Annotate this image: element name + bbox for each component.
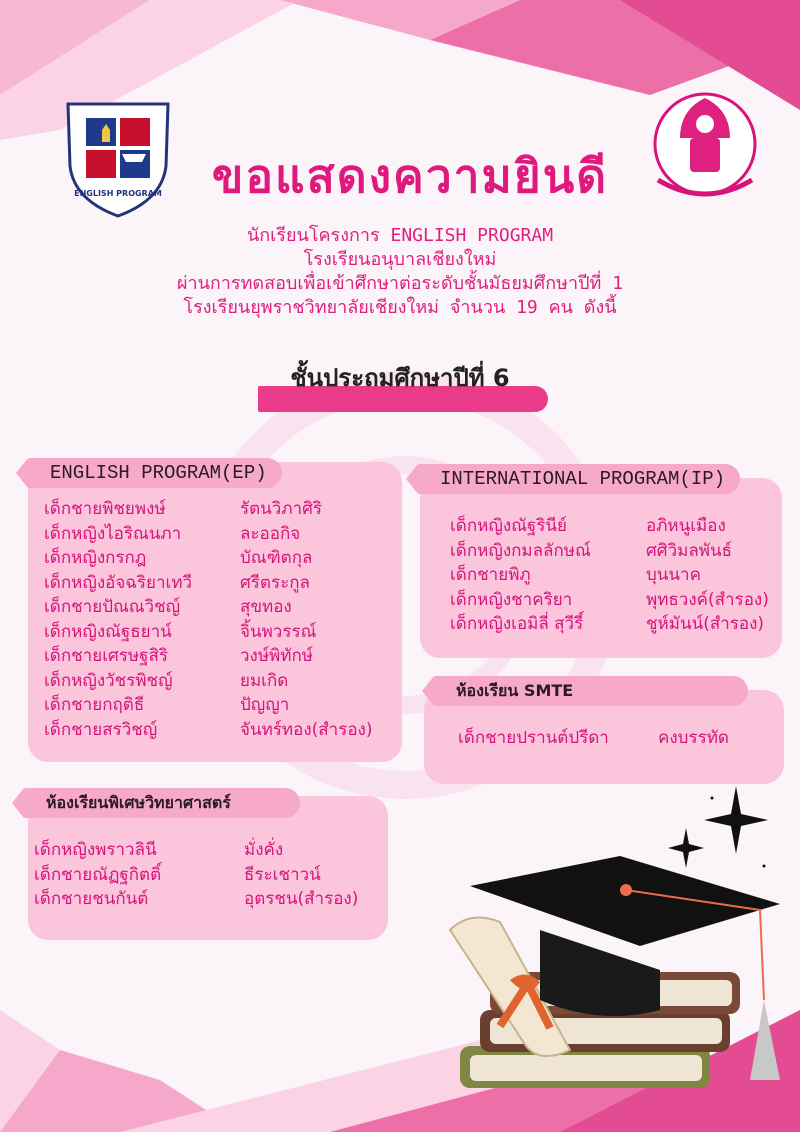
student-last-name: คงบรรทัด	[658, 728, 729, 748]
student-last-name: ยมเกิด	[240, 670, 289, 691]
ip-label: INTERNATIONAL PROGRAM(IP)	[418, 464, 740, 494]
student-first-name: เด็กชายณัฏฐกิตติ์	[34, 864, 162, 885]
list-item	[44, 693, 372, 718]
student-last-name: ละออกิจ	[240, 523, 301, 544]
student-last-name: อุตรชน(สำรอง)	[244, 889, 359, 909]
student-last-name: อภิหนูเมือง	[646, 516, 726, 536]
intro-line: โรงเรียนอนุบาลเชียงใหม่	[303, 249, 497, 270]
list-item	[44, 595, 372, 620]
page-title: ขอแสดงความยินดี	[211, 149, 609, 203]
school-seal-logo	[650, 88, 760, 208]
student-last-name: รัตนวิภาศิริ	[240, 499, 323, 519]
list-item	[450, 563, 769, 588]
student-last-name: บุนนาค	[646, 565, 701, 585]
student-last-name: ธีระเชาวน์	[244, 864, 321, 885]
list-item	[44, 620, 372, 645]
list-item	[450, 612, 769, 637]
list-item	[44, 571, 372, 596]
student-first-name: เด็กชายปรานต์ปรีดา	[458, 728, 609, 748]
list-item	[34, 887, 358, 912]
ep-student-list	[44, 497, 372, 742]
list-item	[44, 718, 372, 743]
student-first-name: เด็กหญิงวัชรพิชญ์	[44, 670, 173, 691]
grade-title: ชั้นประถมศึกษาปีที่ 6	[290, 364, 510, 392]
student-first-name: เด็กหญิงเอมิลี่ สุวีรี์	[450, 614, 584, 634]
student-first-name: เด็กชายพิชยพงษ์	[44, 499, 166, 519]
student-last-name: วงษ์พิทักษ์	[240, 646, 313, 666]
student-last-name: ปัญญา	[240, 695, 290, 715]
intro-text	[80, 224, 720, 320]
student-first-name: เด็กชายเศรษฐสิริ	[44, 646, 169, 666]
student-first-name: เด็กหญิงพราวลินี	[34, 840, 157, 860]
list-item	[450, 588, 769, 613]
list-item	[34, 863, 358, 888]
student-last-name: มั่งคั่ง	[244, 840, 284, 860]
list-item	[44, 669, 372, 694]
student-first-name: เด็กหญิงกมลลักษณ์	[450, 540, 591, 561]
smte-student-list	[458, 726, 729, 751]
list-item	[44, 644, 372, 669]
svg-text:ENGLISH PROGRAM: ENGLISH PROGRAM	[74, 189, 162, 198]
science-student-list	[34, 838, 358, 912]
intro-line: ผ่านการทดสอบเพื่อเข้าศึกษาต่อระดับชั้นมัธยมศึกษาปีที่ 1	[176, 273, 624, 294]
list-item	[450, 514, 769, 539]
student-last-name: จิ้นพวรรณ์	[240, 621, 317, 642]
student-first-name: เด็กหญิงณัฐรินีย์	[450, 516, 567, 536]
student-first-name: เด็กชายชนกันต์	[34, 889, 149, 909]
student-first-name: เด็กหญิงไอริณนภา	[44, 523, 182, 544]
student-first-name: เด็กหญิงกรกฎ	[44, 548, 147, 568]
student-last-name: สุขทอง	[240, 597, 292, 617]
ip-student-list	[450, 514, 769, 637]
student-last-name: บัณฑิตกุล	[240, 548, 313, 568]
list-item	[44, 497, 372, 522]
student-first-name: เด็กชายกฤติธี	[44, 695, 145, 715]
student-first-name: เด็กชายพิภู	[450, 565, 531, 585]
student-last-name: พุทธวงค์(สำรอง)	[646, 589, 769, 610]
student-first-name: เด็กหญิงอัจฉริยาเทวี	[44, 572, 193, 593]
ep-label: ENGLISH PROGRAM(EP)	[28, 458, 282, 488]
smte-label: ห้องเรียน SMTE	[434, 676, 748, 706]
list-item	[44, 522, 372, 547]
intro-line: โรงเรียนยุพราชวิทยาลัยเชียงใหม่ จำนวน 19 คน ดังนี้	[183, 297, 617, 318]
student-first-name: เด็กชายสรวิชญ์	[44, 719, 158, 740]
student-first-name: เด็กชายปัณณวิชญ์	[44, 597, 181, 617]
list-item	[34, 838, 358, 863]
graduation-cap-icon	[430, 850, 800, 1130]
science-label: ห้องเรียนพิเศษวิทยาศาสตร์	[24, 788, 300, 818]
list-item	[44, 546, 372, 571]
intro-line: นักเรียนโครงการ ENGLISH PROGRAM	[246, 225, 554, 246]
student-last-name: จันทร์ทอง(สำรอง)	[240, 719, 373, 740]
student-first-name: เด็กหญิงชาคริยา	[450, 589, 573, 610]
list-item	[450, 539, 769, 564]
student-last-name: ศศิวิมลพันธ์	[646, 540, 732, 561]
student-first-name: เด็กหญิงณัฐธยาน์	[44, 621, 172, 642]
list-item	[458, 726, 729, 751]
student-last-name: ศรีตระกูล	[240, 572, 310, 593]
english-program-logo	[62, 96, 174, 220]
student-last-name: ชูห์มันน์(สำรอง)	[646, 614, 765, 634]
